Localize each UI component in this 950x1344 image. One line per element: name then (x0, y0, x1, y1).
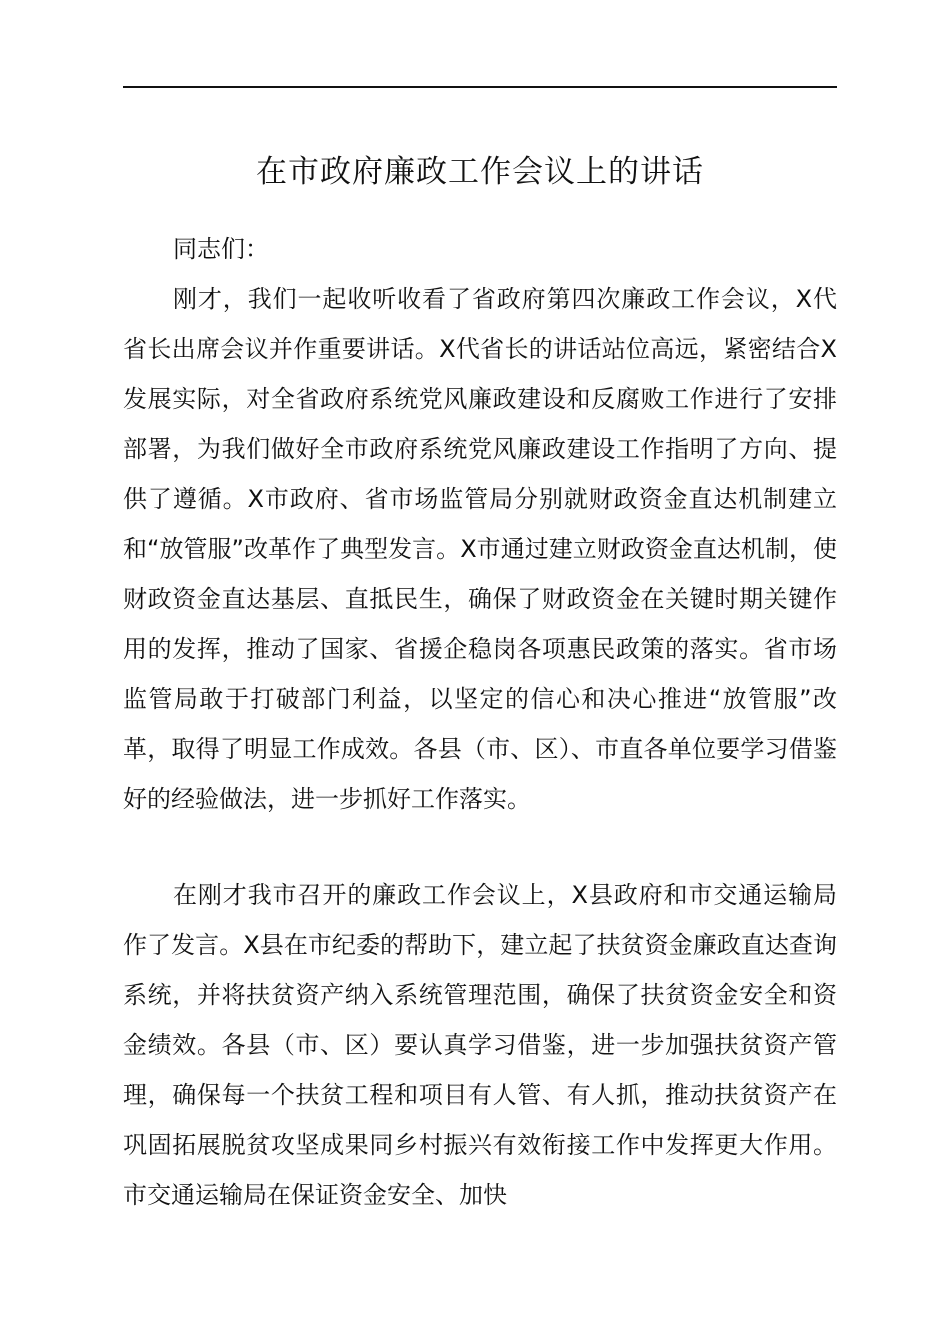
body-paragraph: 在刚才我市召开的廉政工作会议上，X县政府和市交通运输局作了发言。X县在市纪委的帮助下，建立起了扶贫资金廉政直达查询系统，并将扶贫资产纳入系统管理范围，确保了扶贫资金安全和资金绩效。各县（市、区）要认真学习借鉴，进一步加强扶贫资产管理，确保每一个扶贫工程和项目有人管、有人抓，推动扶贫资产在巩固拓展脱贫攻坚成果同乡村振兴有效衔接工作中发挥更大作用。市交通运输局在保证资金安全、加快 (123, 881, 837, 1209)
body-paragraph: 刚才，我们一起收听收看了省政府第四次廉政工作会议，X代省长出席会议并作重要讲话。X代省长的讲话站位高远，紧密结合X发展实际，对全省政府系统党风廉政建设和反腐败工作进行了安排部署，为我们做好全市政府系统党风廉政建设工作指明了方向、提供了遵循。X市政府、省市场监管局分别就财政资金直达机制建立和“放管服”改革作了典型发言。X市通过建立财政资金直达机制，使财政资金直达基层、直抵民生，确保了财政资金在关键时期关键作用的发挥，推动了国家、省援企稳岗各项惠民政策的落实。省市场监管局敢于打破部门利益，以坚定的信心和决心推进“放管服”改革，取得了明显工作成效。各县（市、区）、市直各单位要学习借鉴好的经验做法，进一步抓好工作落实。 (123, 285, 837, 813)
salutation: 同志们： (173, 235, 269, 263)
document-title: 在市政府廉政工作会议上的讲话 (256, 154, 704, 190)
header-rule (123, 86, 837, 88)
